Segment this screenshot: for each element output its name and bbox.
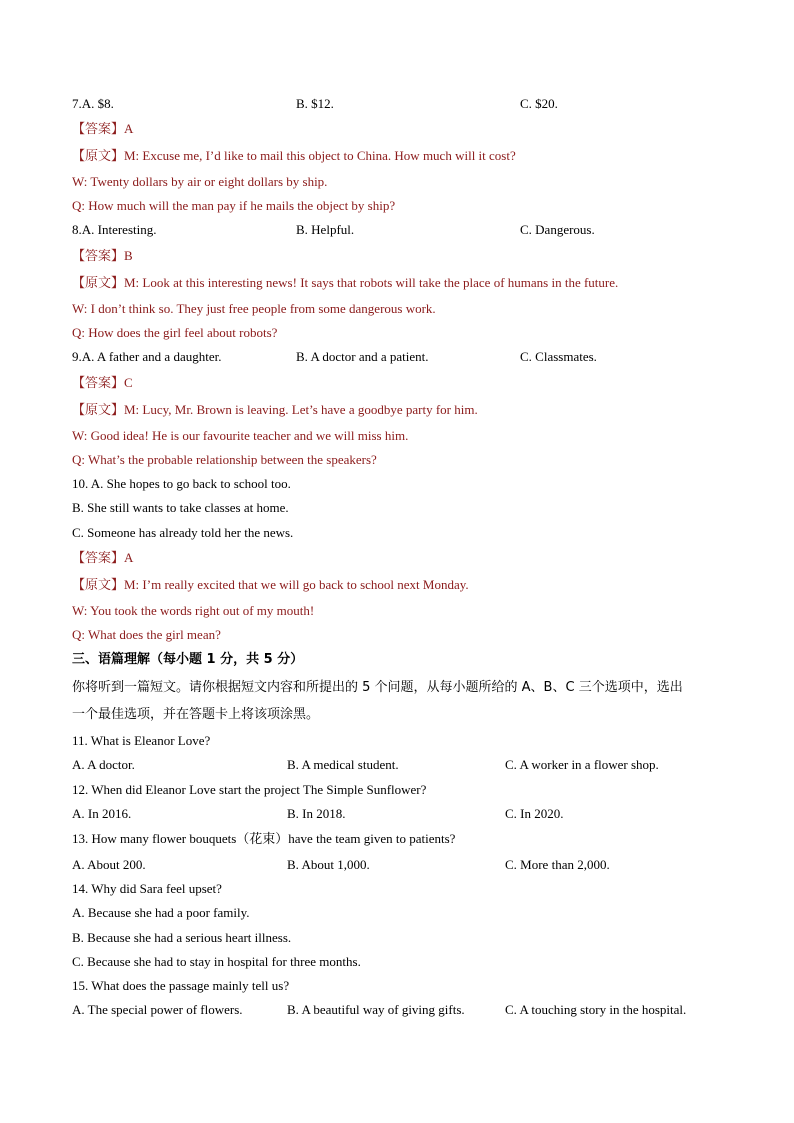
q15-option-a: A. The special power of flowers. [72,1002,243,1017]
q7-script-line-2: W: Twenty dollars by air or eight dollars by ship. [72,174,328,189]
q8-option-b: B. Helpful. [296,222,355,237]
q13-option-c: C. More than 2,000. [505,857,610,872]
q15-question: 15. What does the passage mainly tell us? [72,978,290,993]
q14-option-c: C. Because she had to stay in hospital for three months. [72,954,361,969]
q9-option-a: 9.A. A father and a daughter. [72,349,222,364]
q9-script-line-1: 【原文】M: Lucy, Mr. Brown is leaving. Let’s have a goodbye party for him. [72,402,478,417]
q11-option-c: C. A worker in a flower shop. [505,757,659,772]
q14-question: 14. Why did Sara feel upset? [72,881,222,896]
q8-answer: 【答案】B [72,248,133,263]
q7-option-c: C. $20. [520,96,558,111]
q10-option-c: C. Someone has already told her the news. [72,525,294,540]
q7-script-line-3: Q: How much will the man pay if he mails the object by ship? [72,198,396,213]
q8-option-c: C. Dangerous. [520,222,595,237]
section-instruction-1: 你将听到一篇短文。请你根据短文内容和所提出的 5 个问题，从每小题所给的 A、B、C 三个选项中，选出 [72,680,683,695]
q10-answer: 【答案】A [72,550,134,565]
q9-answer: 【答案】C [72,375,133,390]
q8-options [72,222,732,238]
q11-options [72,757,732,773]
q7-option-b: B. $12. [296,96,334,111]
q10-option-a: 10. A. She hopes to go back to school too. [72,476,291,491]
q11-question: 11. What is Eleanor Love? [72,733,211,748]
q10-option-b: B. She still wants to take classes at home. [72,500,289,515]
q10-script-line-1: 【原文】M: I’m really excited that we will go back to school next Monday. [72,577,469,592]
q8-script-line-1: 【原文】M: Look at this interesting news! It says that robots will take the place of humans in the future. [72,275,619,290]
q10-script-line-3: Q: What does the girl mean? [72,627,221,642]
q12-option-b: B. In 2018. [287,806,346,821]
q9-option-b: B. A doctor and a patient. [296,349,429,364]
section-heading: 三、语篇理解（每小题 1 分，共 5 分） [72,652,304,667]
q7-script-line-1: 【原文】M: Excuse me, I’d like to mail this object to China. How much will it cost? [72,148,516,163]
section-instruction-2: 一个最佳选项，并在答题卡上将该项涂黑。 [72,707,320,722]
q9-script-line-3: Q: What’s the probable relationship between the speakers? [72,452,377,467]
q8-option-a: 8.A. Interesting. [72,222,157,237]
q12-option-a: A. In 2016. [72,806,132,821]
q13-option-b: B. About 1,000. [287,857,370,872]
q14-option-b: B. Because she had a serious heart illness. [72,930,292,945]
q15-option-b: B. A beautiful way of giving gifts. [287,1002,465,1017]
q9-script-line-2: W: Good idea! He is our favourite teacher and we will miss him. [72,428,409,443]
q11-option-b: B. A medical student. [287,757,399,772]
q10-script-line-2: W: You took the words right out of my mouth! [72,603,315,618]
q15-option-c: C. A touching story in the hospital. [505,1002,687,1017]
q7-options [72,96,732,112]
q9-option-c: C. Classmates. [520,349,597,364]
q13-option-a: A. About 200. [72,857,146,872]
q9-options [72,349,732,365]
q14-option-a: A. Because she had a poor family. [72,905,250,920]
q13-options [72,857,732,873]
q7-answer: 【答案】A [72,121,134,136]
q8-script-line-3: Q: How does the girl feel about robots? [72,325,278,340]
q11-option-a: A. A doctor. [72,757,135,772]
q12-question: 12. When did Eleanor Love start the project The Simple Sunflower? [72,782,427,797]
q13-question: 13. How many flower bouquets（花束）have the team given to patients? [72,831,456,846]
q15-options [72,1002,732,1018]
q12-options [72,806,732,822]
q12-option-c: C. In 2020. [505,806,564,821]
q8-script-line-2: W: I don’t think so. They just free people from some dangerous work. [72,301,436,316]
q7-option-a: 7.A. $8. [72,96,114,111]
